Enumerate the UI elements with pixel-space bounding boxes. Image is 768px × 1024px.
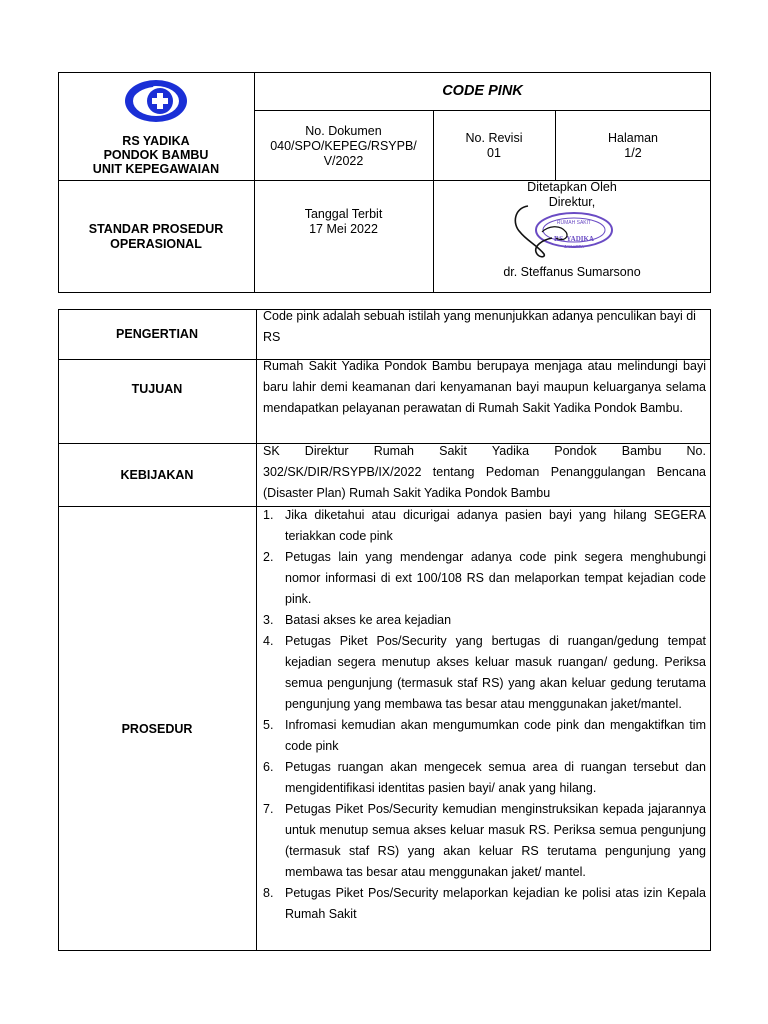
- stamp-name: RS. YADIKA: [554, 235, 594, 243]
- step-number: 2.: [263, 550, 274, 564]
- issue-date-cell: [254, 207, 433, 237]
- unit-name: UNIT KEPEGAWAIAN: [92, 162, 220, 176]
- title-cell: [254, 72, 711, 110]
- step-number: 3.: [263, 613, 274, 627]
- doc-number-label: No. Dokumen: [305, 123, 382, 138]
- prosedur-label: PROSEDUR: [121, 721, 193, 736]
- step-text: Batasi akses ke area kejadian: [285, 613, 452, 627]
- issue-date-label: Tanggal Terbit: [304, 207, 383, 221]
- list-item: [263, 715, 706, 757]
- list-item: [263, 883, 706, 925]
- step-number: 7.: [263, 802, 274, 816]
- step-text: Jika diketahui atau dicurigai adanya pasien bayi yang hilang SEGERA teriakkan code pink: [285, 508, 706, 543]
- revision-cell: [433, 110, 555, 180]
- stamp-top-text: RUMAH SAKIT: [556, 220, 592, 226]
- page-value: 1/2: [624, 146, 642, 160]
- content-divider-v: [256, 309, 257, 951]
- step-number: 5.: [263, 718, 274, 732]
- doc-title: CODE PINK: [442, 83, 523, 99]
- page-label: Halaman: [607, 131, 659, 145]
- tujuan-label: TUJUAN: [131, 382, 183, 396]
- tujuan-text: Rumah Sakit Yadika Pondok Bambu berupaya menjaga atau melindungi bayi baru lahir demi keamanan dari kenyamanan bayi maupun keluarganya selama mendapatkan pelayanan perawatan di Rumah Sakit Yadika Pondok Bambu.: [263, 359, 706, 415]
- step-text: Petugas Piket Pos/Security yang bertugas di ruangan/gedung tempat kejadian segera menutup akses keluar masuk ruangan/ gedung. Periksa semua pengunjung (termasuk staf RS) yang akan keluar gedung terutama pengunjung yang membawa tas besar atau menggunakan jaket/mantel.: [285, 634, 706, 711]
- prosedur-list: [263, 505, 706, 925]
- hospital-name: RS YADIKA: [122, 134, 190, 148]
- pengertian-label: PENGERTIAN: [116, 327, 198, 341]
- doc-type-cell: [58, 180, 254, 293]
- doc-number-line1: 040/SPO/KEPEG/RSYPB/: [270, 138, 417, 153]
- step-text: Infromasi kemudian akan mengumumkan code pink dan mengaktifkan tim code pink: [285, 718, 706, 753]
- page-cell: [555, 110, 711, 180]
- list-item: [263, 547, 706, 610]
- doc-type-line1: STANDAR PROSEDUR: [88, 221, 224, 236]
- list-item: [263, 505, 706, 547]
- logo-cell: [58, 72, 254, 180]
- signature-stamp-icon: [508, 202, 620, 260]
- hospital-branch: PONDOK BAMBU: [103, 148, 209, 162]
- step-number: 1.: [263, 508, 274, 522]
- kebijakan-label: KEBIJAKAN: [120, 467, 194, 482]
- step-text: Petugas Piket Pos/Security kemudian menginstruksikan kepada jajarannya untuk menutup semua akses keluar masuk RS. Periksa semua pengunjung (termasuk staf RS) yang akan keluar RS terutama pengunjung yang membawa tas besar atau menggunakan jaket/ mantel.: [285, 802, 706, 879]
- approved-by-label: Ditetapkan Oleh: [527, 180, 617, 194]
- list-item: [263, 799, 706, 883]
- hospital-logo-icon: [123, 78, 189, 124]
- list-item: [263, 610, 706, 631]
- list-item: [263, 631, 706, 715]
- doc-number-cell: [254, 110, 433, 180]
- approved-by-role: Direktur,: [548, 195, 596, 209]
- step-number: 8.: [263, 886, 274, 900]
- step-text: Petugas lain yang mendengar adanya code pink segera menghubungi nomor informasi di ext 100/108 RS dan melaporkan tempat kejadian code pink.: [285, 550, 706, 606]
- pengertian-text: Code pink adalah sebuah istilah yang menunjukkan adanya penculikan bayi di RS: [263, 309, 696, 344]
- step-number: 6.: [263, 760, 274, 774]
- director-name: dr. Steffanus Sumarsono: [503, 265, 641, 279]
- step-number: 4.: [263, 634, 274, 648]
- doc-type-line2: OPERASIONAL: [110, 236, 202, 251]
- kebijakan-text: SK Direktur Rumah Sakit Yadika Pondok Bambu No. 302/SK/DIR/RSYPB/IX/2022 tentang Pedoman Penanggulangan Bencana (Disaster Plan) Rumah Sakit Yadika Pondok Bambu: [263, 444, 706, 500]
- step-text: Petugas ruangan akan mengecek semua area di ruangan tersebut dan mengidentifikasi identitas pasien bayi/ anak yang hilang.: [285, 760, 706, 795]
- stamp-location: JAKARTA: [564, 244, 584, 249]
- doc-number-line2: V/2022: [323, 153, 364, 168]
- revision-label: No. Revisi: [465, 131, 523, 145]
- revision-value: 01: [487, 146, 501, 160]
- issue-date-value: 17 Mei 2022: [309, 222, 378, 236]
- list-item: [263, 757, 706, 799]
- step-text: Petugas Piket Pos/Security melaporkan kejadian ke polisi atas izin Kepala Rumah Sakit: [285, 886, 706, 921]
